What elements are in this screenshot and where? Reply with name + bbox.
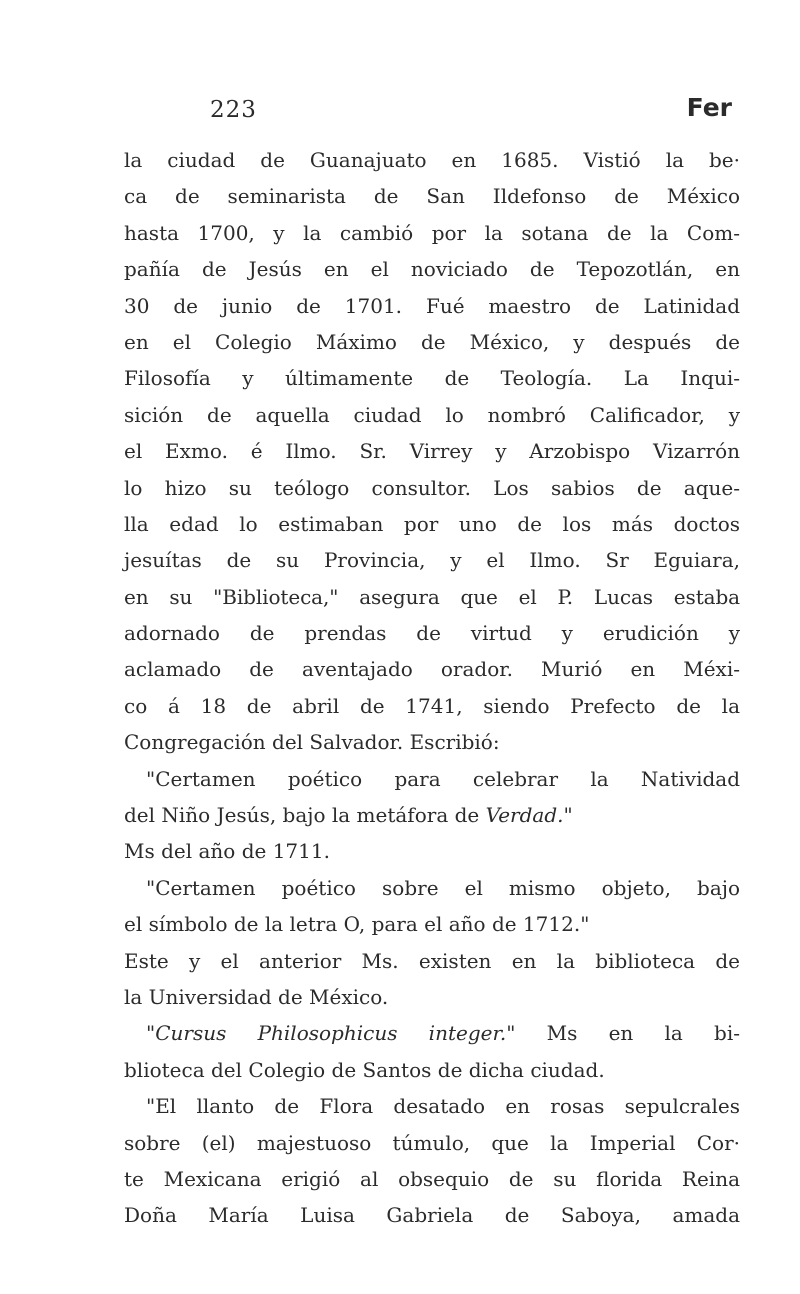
text-line: hasta 1700, y la cambió por la sotana de la Com- — [124, 220, 740, 245]
line-text: Ms en la bi- — [515, 1021, 740, 1046]
text-line: co á 18 de abril de 1741, siendo Prefecto de la — [124, 693, 740, 718]
text-line: lo hizo su teólogo consultor. Los sabios de aque- — [124, 475, 740, 500]
text-line: aclamado de aventajado orador. Murió en Méxi- — [124, 657, 740, 682]
text-line: pañía de Jesús en el noviciado de Tepozotlán, en — [124, 257, 740, 282]
text-line: en el Colegio Máximo de México, y después de — [124, 329, 740, 354]
text-line: Este y el anterior Ms. existen en la biblioteca de — [124, 948, 740, 973]
text-line: Ms del año de 1711. — [124, 839, 330, 864]
text-line: adornado de prendas de virtud y erudición y — [124, 621, 740, 646]
page-header — [210, 93, 732, 137]
text-line — [124, 1015, 740, 1051]
text-line: blioteca del Colegio de Santos de dicha ciudad. — [124, 1057, 605, 1082]
italic-title: "Cursus Philosophicus integer." — [146, 1021, 516, 1046]
text-line: "Certamen poético sobre el mismo objeto, bajo — [146, 875, 740, 900]
text-line: Doña María Luisa Gabriela de Saboya, amada — [124, 1203, 740, 1228]
text-line: el símbolo de la letra O, para el año de 1712." — [124, 912, 590, 937]
text-line: el Exmo. é Ilmo. Sr. Virrey y Arzobispo Vizarrón — [124, 439, 740, 464]
running-head: Fer — [686, 93, 732, 122]
text-line: la Universidad de México. — [124, 984, 389, 1009]
italic-title: Verdad." — [485, 803, 573, 828]
line-text: del Niño Jesús, bajo la metáfora de — [124, 803, 486, 828]
text-line: Filosofía y últimamente de Teología. La Inqui- — [124, 366, 740, 391]
text-line: sobre (el) majestuoso túmulo, que la Imperial Cor· — [124, 1130, 740, 1155]
page-number: 223 — [210, 97, 257, 123]
text-line: la ciudad de Guanajuato en 1685. Vistió la be· — [124, 148, 740, 172]
text-line: ca de seminarista de San Ildefonso de México — [124, 184, 740, 209]
text-line: jesuítas de su Provincia, y el Ilmo. Sr Eguiara, — [124, 548, 740, 573]
text-line: Congregación del Salvador. Escribió: — [124, 730, 500, 755]
text-line: lla edad lo estimaban por uno de los más doctos — [124, 511, 740, 536]
text-line: en su "Biblioteca," asegura que el P. Lucas estaba — [124, 584, 740, 609]
text-line: te Mexicana erigió al obsequio de su florida Reina — [124, 1166, 740, 1191]
text-line — [124, 797, 740, 833]
text-line: sición de aquella ciudad lo nombró Calificador, y — [124, 402, 740, 427]
body-text — [124, 142, 740, 1234]
text-line: 30 de junio de 1701. Fué maestro de Latinidad — [124, 293, 740, 318]
text-line: "El llanto de Flora desatado en rosas sepulcrales — [146, 1094, 740, 1119]
text-line: "Certamen poético para celebrar la Natividad — [146, 766, 740, 791]
